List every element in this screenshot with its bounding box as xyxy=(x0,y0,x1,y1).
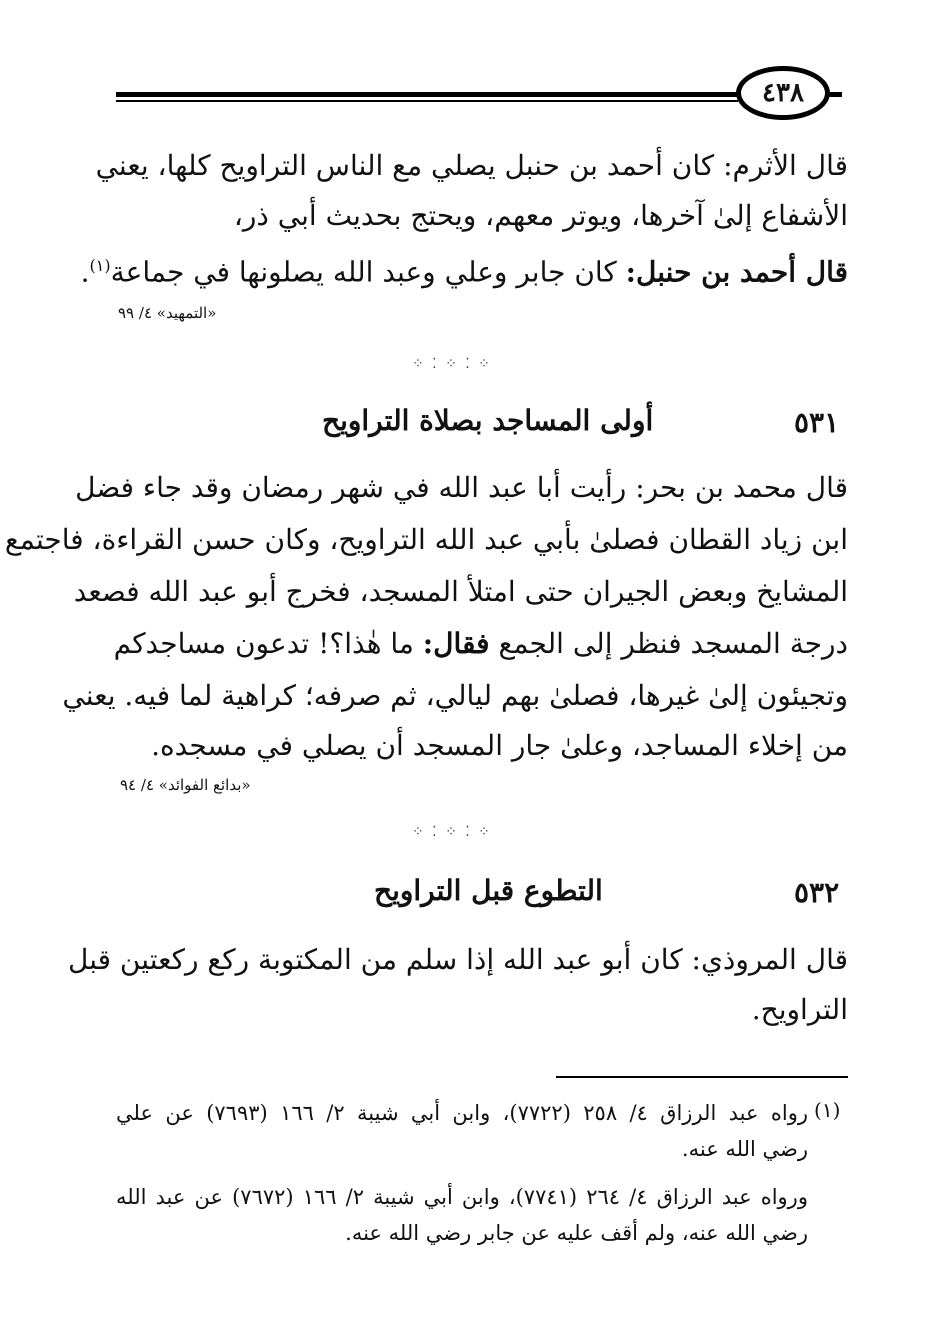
intro-quote-line xyxy=(80,246,848,292)
footnote-line-2: رضي الله عنه. xyxy=(681,1137,808,1161)
section-531-line-5: وتجيئون إلىٰ غيرها، فصلىٰ بهم ليالي، ثم صرفه؛ كراهية لما فيه. يعني xyxy=(62,679,848,712)
footnote-line-1: رواه عبد الرزاق ٤/ ٢٥٨ (٧٧٢٢)، وابن أبي شيبة ٢/ ١٦٦ (٧٦٩٣) عن علي xyxy=(116,1101,808,1125)
header-rule-right xyxy=(828,92,842,97)
quote-end: . xyxy=(80,255,90,289)
line4-part1: درجة المسجد فنظر إلى الجمع xyxy=(489,627,848,660)
page-number: ٤٣٨ xyxy=(736,66,830,120)
separator-ornament-2: ⁘ ⁚ ⁘ ⁚ ⁘ xyxy=(412,824,492,840)
header-rule-thick xyxy=(116,92,738,97)
intro-line-2: الأشفاع إلىٰ آخرها، ويوتر معهم، ويحتج بحديث أبي ذر، xyxy=(233,199,848,232)
footnote-rule xyxy=(556,1076,848,1078)
footnote-reference[interactable]: (١) xyxy=(89,256,111,275)
section-531-title: أولى المساجد بصلاة التراويح xyxy=(322,404,654,437)
section-532-line-1: قال المروذي: كان أبو عبد الله إذا سلم من المكتوبة ركع ركعتين قبل xyxy=(67,943,848,976)
footnote-line-3: ورواه عبد الرزاق ٤/ ٢٦٤ (٧٧٤١)، وابن أبي شيبة ٢/ ١٦٦ (٧٦٧٢) عن عبد الله xyxy=(116,1185,808,1209)
quote-text: كان جابر وعلي وعبد الله يصلونها في جماعة xyxy=(110,255,626,289)
header-rule-thin xyxy=(116,100,738,102)
intro-source: «التمهيد» ٤/ ٩٩ xyxy=(118,304,217,322)
section-532-line-2: التراويح. xyxy=(751,993,848,1026)
section-531-number: ٥٣١ xyxy=(794,406,840,439)
quote-speaker: قال أحمد بن حنبل: xyxy=(625,255,848,289)
section-531-line-3: المشايخ وبعض الجيران حتى امتلأ المسجد، فخرج أبو عبد الله فصعد xyxy=(73,575,848,608)
section-532-title: التطوع قبل التراويح xyxy=(374,874,603,907)
line4-bold: فقال: xyxy=(422,627,490,660)
section-531-line-1: قال محمد بن بحر: رأيت أبا عبد الله في شهر رمضان وقد جاء فضل xyxy=(75,471,848,504)
line4-part2: ما هٰذا؟! تدعون مساجدكم xyxy=(113,627,423,660)
separator-ornament: ⁘ ⁚ ⁘ ⁚ ⁘ xyxy=(412,356,492,372)
section-531-source: «بدائع الفوائد» ٤/ ٩٤ xyxy=(120,776,251,794)
footnote-marker: (١) xyxy=(814,1098,841,1122)
section-531-line-4 xyxy=(113,624,848,664)
intro-line-1: قال الأثرم: كان أحمد بن حنبل يصلي مع الناس التراويح كلها، يعني xyxy=(95,149,848,182)
footnote-line-4: رضي الله عنه، ولم أقف عليه عن جابر رضي الله عنه. xyxy=(345,1221,808,1245)
section-532-number: ٥٣٢ xyxy=(794,876,840,909)
section-531-line-2: ابن زياد القطان فصلىٰ بأبي عبد الله التراويح، وكان حسن القراءة، فاجتمع xyxy=(4,523,848,556)
section-531-line-6: من إخلاء المساجد، وعلىٰ جار المسجد أن يصلي في مسجده. xyxy=(151,729,848,762)
